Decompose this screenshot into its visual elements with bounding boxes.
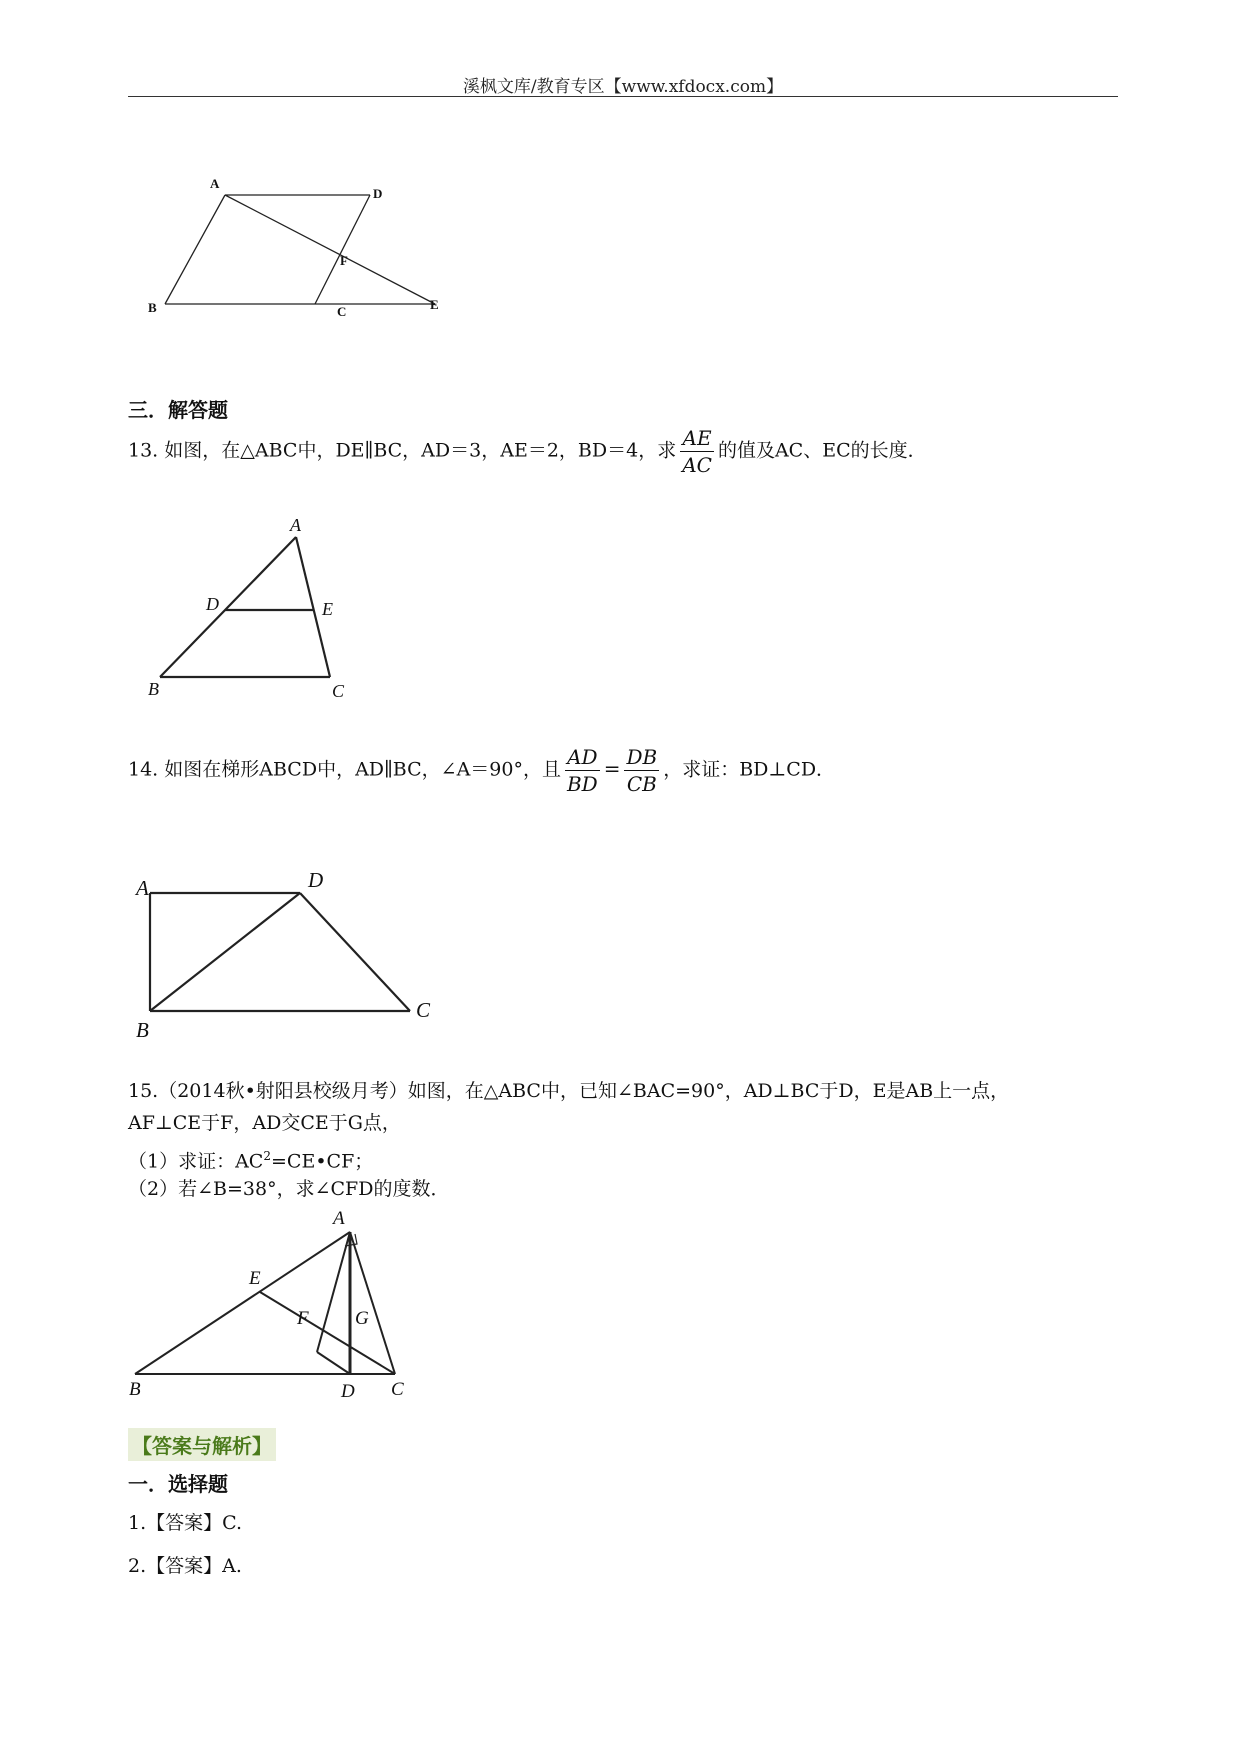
segment-ab: [160, 537, 296, 677]
label-d: D: [341, 1381, 355, 1402]
label-b: B: [129, 1379, 141, 1400]
label-e: E: [249, 1268, 261, 1289]
segment-fd: [317, 1352, 350, 1374]
answer-1: 1.【答案】C.: [128, 1512, 243, 1534]
label-f: F: [297, 1308, 309, 1329]
label-c: C: [391, 1379, 404, 1400]
label-c: C: [416, 998, 431, 1022]
q13-number: 13.: [128, 439, 159, 462]
header-divider: [128, 96, 1118, 97]
label-f: F: [340, 253, 348, 268]
q14-equals: =: [603, 756, 621, 781]
label-c: C: [337, 304, 347, 319]
label-a: A: [333, 1208, 345, 1229]
segment-dc: [300, 893, 410, 1011]
q13-text-before: 如图，在△ABC中，DE∥BC，AD＝3，AE＝2，BD＝4，求: [164, 439, 677, 462]
q14-number: 14.: [128, 758, 159, 781]
segment-ec: [260, 1292, 395, 1374]
figure-triangle-de: [140, 515, 360, 705]
q13-fraction: $\frac{AE}{AC}$: [682, 426, 712, 477]
label-a: A: [136, 876, 149, 900]
q15-part-2: （2）若∠B=38°，求∠CFD的度数．: [128, 1178, 450, 1200]
segment-bd: [150, 893, 300, 1011]
label-b: B: [148, 300, 157, 315]
q15-line-2: AF⊥CE于F，AD交CE于G点，: [128, 1112, 401, 1134]
question-14: [128, 744, 835, 797]
q15-part-1: （1）求证：$AC^2=CE•CF$；: [128, 1149, 374, 1173]
q14-text-after: ，求证：BD⊥CD．: [663, 758, 836, 781]
label-a: A: [210, 176, 220, 191]
segment-ac: [350, 1232, 395, 1374]
figure-parallelogram: [140, 170, 460, 330]
question-13: [128, 425, 927, 478]
segment-dc: [315, 195, 370, 304]
q15-line-1: 15.（2014秋•射阳县校级月考）如图，在△ABC中，已知∠BAC=90°，AD⊥BC于D，E是AB上一点，: [128, 1080, 1010, 1102]
label-d: D: [206, 594, 219, 614]
q13-text-after: 的值及AC、EC的长度．: [717, 439, 927, 462]
page-header: 溪枫文库/教育专区【www.xfdocx.com】: [462, 77, 784, 97]
q14-text-before: 如图在梯形ABCD中，AD∥BC，∠A＝90°，且: [164, 758, 561, 781]
label-b: B: [148, 679, 159, 699]
answers-section-1: 一．选择题: [128, 1472, 228, 1496]
label-e: E: [322, 599, 333, 619]
section-title: 三．解答题: [128, 398, 228, 422]
answer-2: 2.【答案】A.: [128, 1555, 242, 1577]
figure-right-triangle: [125, 1202, 465, 1402]
segment-ae: [225, 195, 435, 304]
label-a: A: [290, 515, 301, 535]
answers-heading: 【答案与解析】: [128, 1428, 276, 1461]
label-d: D: [373, 186, 383, 201]
label-g: G: [355, 1308, 369, 1329]
segment-ab: [165, 195, 225, 304]
figure-trapezoid: [130, 865, 450, 1045]
label-b: B: [136, 1018, 149, 1042]
label-d: D: [308, 868, 324, 892]
q14-fraction-1: $\frac{AD}{BD}$: [566, 745, 598, 796]
label-c: C: [332, 681, 345, 701]
q14-fraction-2: $\frac{DB}{CB}$: [626, 745, 658, 796]
label-e: E: [430, 297, 439, 312]
